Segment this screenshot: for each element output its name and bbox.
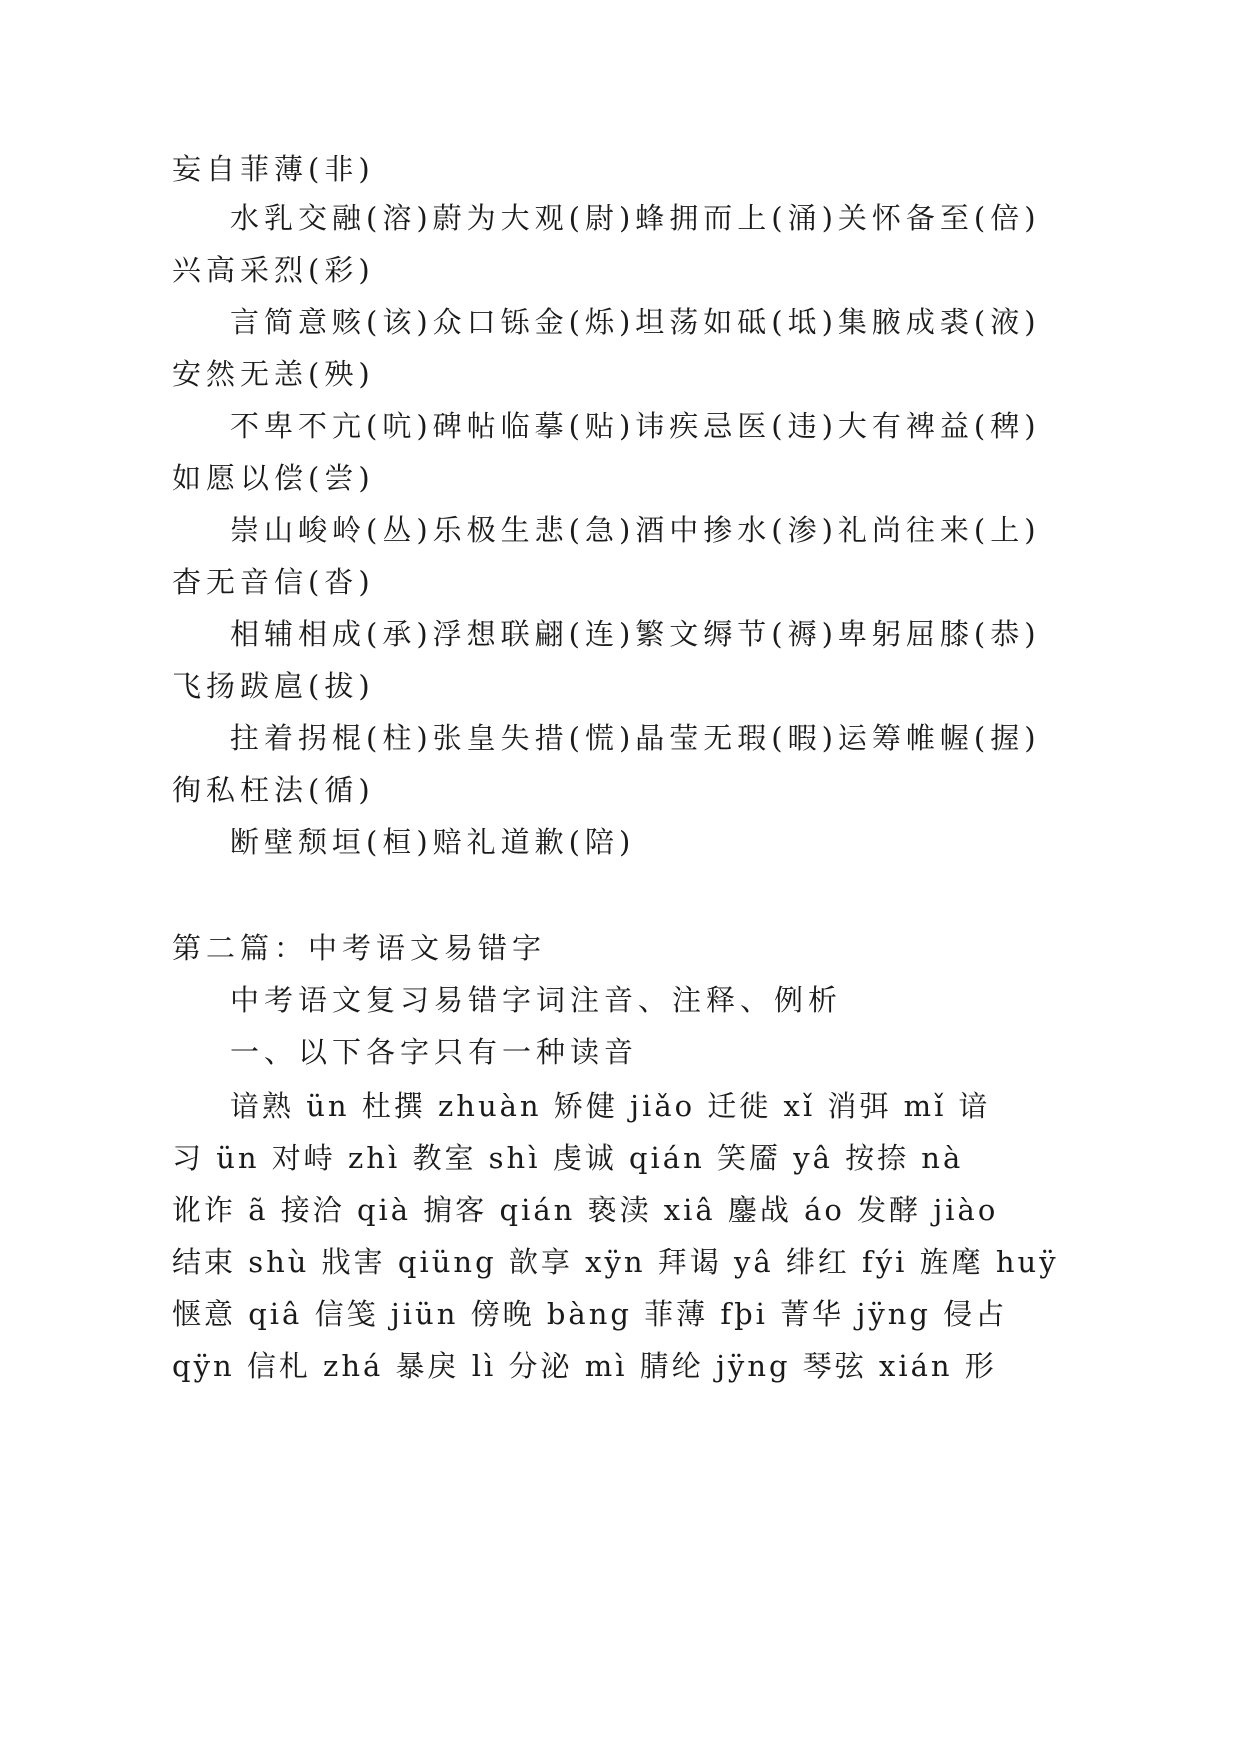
text-line: 安然无恙(殃) <box>172 357 375 391</box>
section-subheading: 中考语文复习易错字词注音、注释、例析 <box>230 983 843 1017</box>
pinyin-line: qÿn 信札 zhá 暴戾 lì 分泌 mì 腈纶 jÿng 琴弦 xián 形 <box>172 1349 997 1383</box>
text-line: 如愿以偿(尝) <box>172 461 375 495</box>
text-line: 断壁颓垣(桓)赔礼道歉(陪) <box>230 825 636 859</box>
text-line: 水乳交融(溶)蔚为大观(尉)蜂拥而上(涌)关怀备至(倍) <box>230 201 1041 235</box>
text-line: 兴高采烈(彩) <box>172 253 375 287</box>
text-line: 飞扬跋扈(拔) <box>172 669 375 703</box>
text-line: 崇山峻岭(丛)乐极生悲(急)酒中掺水(渗)礼尚往来(上) <box>230 513 1041 547</box>
category-heading: 一、以下各字只有一种读音 <box>230 1035 639 1069</box>
pinyin-line: 讹诈 ã 接洽 qià 掮客 qián 亵渎 xiâ 鏖战 áo 发酵 jiào <box>172 1193 999 1227</box>
pinyin-line: 谙熟 ün 杜撰 zhuàn 矫健 jiǎo 迁徙 xǐ 消弭 mǐ 谙 <box>230 1089 991 1123</box>
text-line: 杳无音信(沓) <box>172 565 375 599</box>
section-heading: 第二篇：中考语文易错字 <box>172 931 547 965</box>
text-line: 妄自菲薄(非) <box>172 152 375 186</box>
text-line: 拄着拐棍(柱)张皇失措(慌)晶莹无瑕(暇)运筹帷幄(握) <box>230 721 1041 755</box>
text-line: 相辅相成(承)浮想联翩(连)繁文缛节(褥)卑躬屈膝(恭) <box>230 617 1041 651</box>
pinyin-line: 惬意 qiâ 信笺 jiün 傍晚 bàng 菲薄 fþi 菁华 jÿng 侵占 <box>172 1297 1008 1331</box>
text-line: 不卑不亢(吭)碑帖临摹(贴)讳疾忌医(违)大有裨益(稗) <box>230 409 1041 443</box>
pinyin-line: 结束 shù 戕害 qiüng 歆享 xÿn 拜谒 yâ 绯红 fýi 旌麾 huÿ <box>172 1245 1059 1279</box>
text-line: 言简意赅(该)众口铄金(烁)坦荡如砥(坻)集腋成裘(液) <box>230 305 1041 339</box>
pinyin-line: 习 ün 对峙 zhì 教室 shì 虔诚 qián 笑靥 yâ 按捺 nà <box>172 1141 964 1175</box>
text-line: 徇私枉法(循) <box>172 773 375 807</box>
